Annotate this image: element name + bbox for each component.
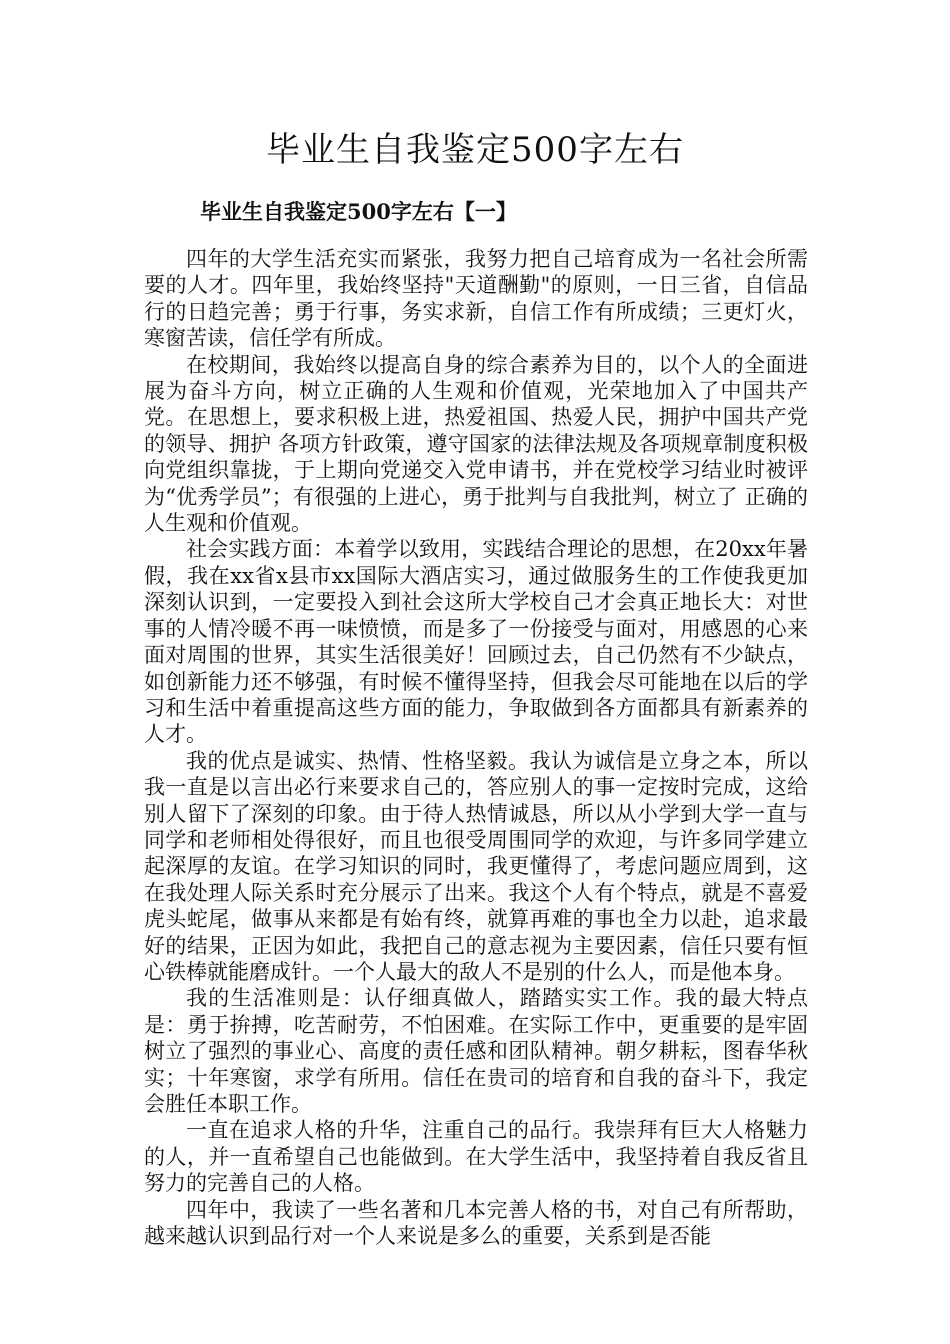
paragraph-strengths: 我的优点是诚实、热情、性格坚毅。我认为诚信是立身之本，所以我一直是以言出必行来要求自己的，答应别人的事一定按时完成，这给别人留下了深刻的印象。由于待人热情诚恳，所以从小学到大学一直与同学和老师相处得很好，而且也很受周围同学的欢迎，与许多同学建立起深厚的友谊。在学习知识的同时，我更懂得了，考虑问题应周到，这在我处理人际关系时充分展示了出来。我这个人有个特点，就是不喜爱虎头蛇尾，做事从来都是有始有终，就算再难的事也全力以赴，追求最好的结果，正因为如此，我把自己的意志视为主要因素，信任只要有恒心铁棒就能磨成针。一个人最大的敌人不是别的什么人，而是他本身。 (144, 748, 808, 984)
paragraph-personal-character: 一直在追求人格的升华，注重自己的品行。我崇拜有巨大人格魅力的人，并一直希望自己也能做到。在大学生活中，我坚持着自我反省且努力的完善自己的人格。 (144, 1118, 808, 1196)
document-body (144, 246, 808, 1249)
paragraph-college-life: 四年的大学生活充实而紧张，我努力把自己培育成为一名社会所需要的人才。四年里，我始终坚持"天道酬勤"的原则，一日三省，自信品行的日趋完善；勇于行事，务实求新，自信工作有所成绩；三更灯火，寒窗苦读，信任学有所成。 (144, 247, 808, 351)
paragraph-political-growth: 在校期间，我始终以提高自身的综合素养为目的，以个人的全面进展为奋斗方向，树立正确的人生观和价值观，光荣地加入了中国共产党。在思想上，要求积极上进，热爱祖国、热爱人民，拥护中国共产党的领导、拥护 各项方针政策，遵守国家的法律法规及各项规章制度积极向党组织靠拢，于上期向党递交入党申请书，并在党校学习结业时被评为“优秀学员”；有很强的上进心，勇于批判与自我批判，树立了 正确的人生观和价值观。 (144, 352, 808, 536)
paragraph-social-practice: 社会实践方面：本着学以致用，实践结合理论的思想，在20xx年暑假，我在xx省x县市xx国际大酒店实习，通过做服务生的工作使我更加深刻认识到，一定要投入到社会这所大学校自己才会真正地长大：对世事的人情冷暖不再一味愤愤，而是多了一份接受与面对，用感恩的心来面对周围的世界，其实生活很美好！回顾过去，自己仍然有不少缺点，如创新能力还不够强，有时候不懂得坚持，但我会尽可能地在以后的学习和生活中着重提高这些方面的能力，争取做到各方面都具有新素养的人才。 (144, 537, 808, 747)
document-title: 毕业生自我鉴定500字左右 (266, 130, 684, 170)
section-heading: 毕业生自我鉴定500字左右【一】 (200, 199, 517, 224)
paragraph-life-principles: 我的生活准则是：认仔细真做人，踏踏实实工作。我的最大特点是：勇于拚搏，吃苦耐劳，不怕困难。在实际工作中，更重要的是牢固树立了强烈的事业心、高度的责任感和团队精神。朝夕耕耘，图春华秋实；十年寒窗，求学有所用。信任在贵司的培育和自我的奋斗下，我定会胜任本职工作。 (144, 986, 808, 1116)
paragraph-reading: 四年中，我读了一些名著和几本完善人格的书，对自己有所帮助，越来越认识到品行对一个人来说是多么的重要，关系到是否能 (144, 1197, 808, 1249)
